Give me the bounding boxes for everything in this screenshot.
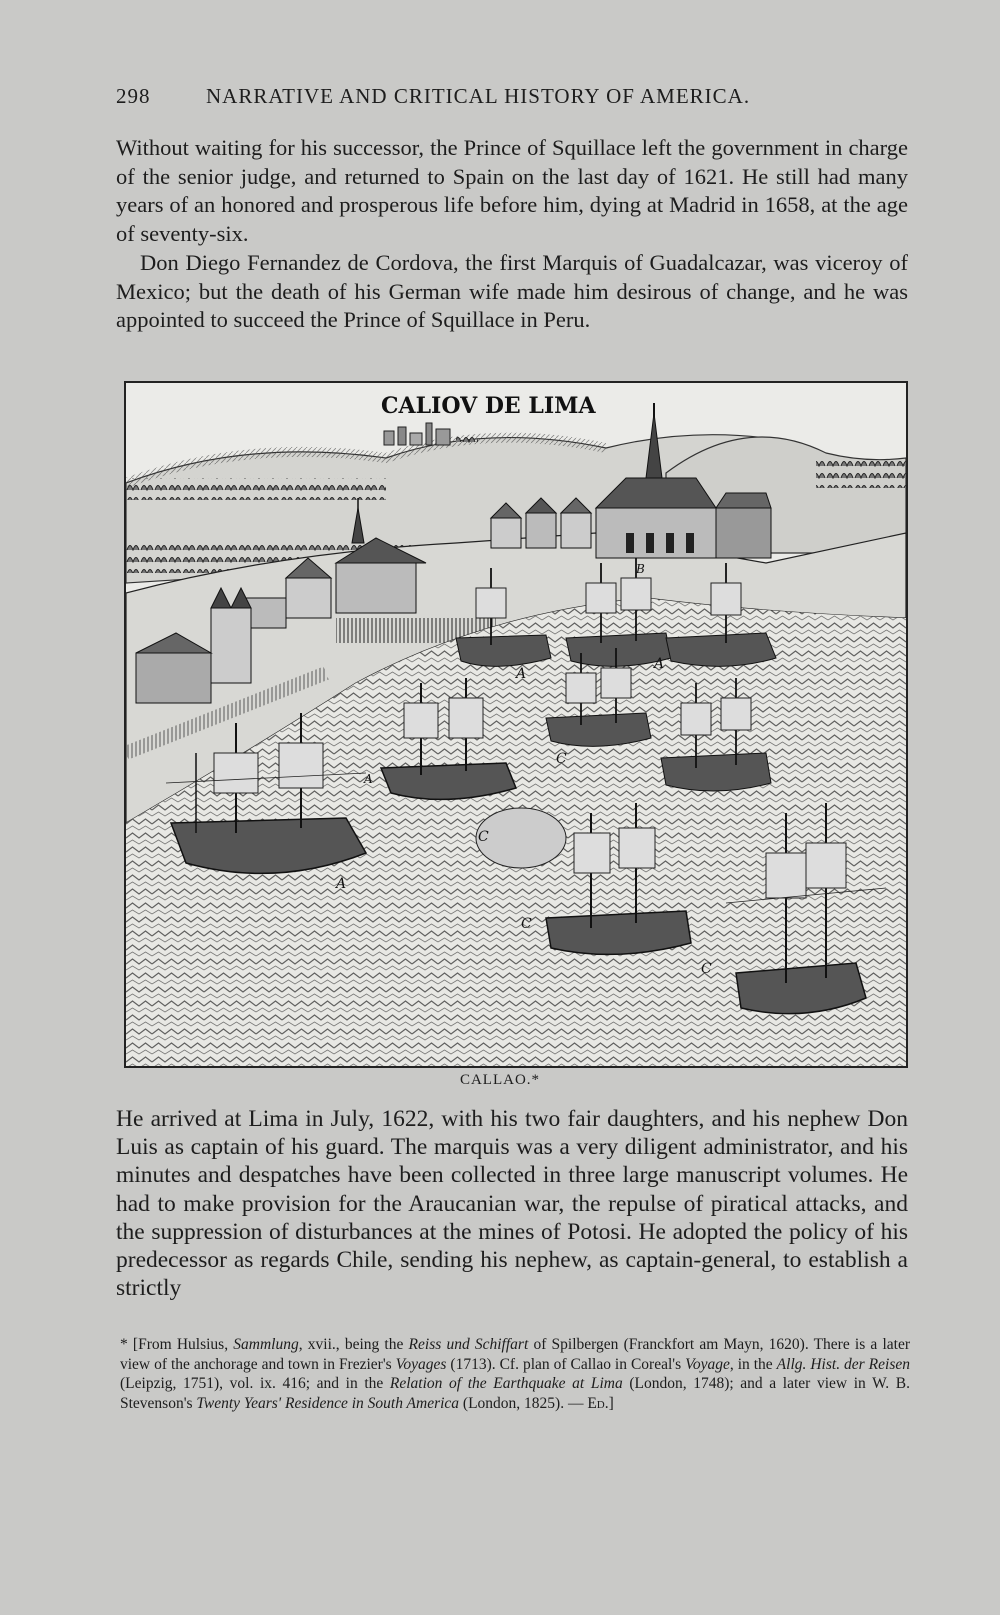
paragraph-1: Without waiting for his successor, the Prince of Squillace left the government in charge of the senior judge, and returned to Spain on the last day of 1621. He still had many years of an honored and prosperous life before him, dying at Madrid in 1658, at the age of seventy-six. (116, 135, 908, 246)
footnote-seg: (1713). Cf. plan of Callao in Coreal's (446, 1355, 686, 1373)
engraved-title: CALIOV DE LIMA (381, 393, 596, 419)
footnote (120, 1335, 910, 1413)
footnote-title: Allg. Hist. der Reisen (776, 1355, 911, 1373)
footnote-title: Reiss und Schiffart (408, 1336, 529, 1353)
footnote-seg: (London, 1748); and a later view in W. B. Stevenson's (120, 1375, 910, 1412)
footnote-seg: * [From Hulsius, (120, 1336, 234, 1353)
treeline-left (126, 478, 386, 500)
treeline-right (816, 458, 906, 488)
footnote-seg: of Spilbergen (Franckfort am Mayn, 1620). There is a later view of the anchorage and town in Frezier's (120, 1336, 910, 1373)
footnote-title: Relation of the Earthquake at Lima (389, 1375, 623, 1392)
footnote-editor-mark: Ed.] (587, 1394, 614, 1412)
footnote-title: Sammlung (233, 1336, 299, 1353)
mark-b: B (636, 562, 645, 576)
mark-a-4: A (364, 772, 373, 786)
footnote-title: Voyages (395, 1355, 447, 1373)
running-title: NARRATIVE AND CRITICAL HISTORY OF AMERICA. (206, 84, 751, 108)
mark-c-3: C (521, 916, 532, 932)
mark-a-2: A (516, 666, 527, 682)
footnote-seg: (London, 1825). — (459, 1394, 588, 1412)
footnote-seg: , xvii., being the (298, 1336, 409, 1353)
running-header (116, 84, 916, 109)
mark-c-4: C (701, 961, 712, 977)
town-houses (491, 498, 591, 548)
mark-c-2: C (478, 829, 489, 845)
mark-a-3: A (654, 656, 665, 672)
mark-c-1: C (556, 751, 567, 767)
footnote-seg: , in the (729, 1355, 777, 1373)
footnote-title: Voyage (685, 1355, 730, 1373)
footnote-seg: (Leipzig, 1751), vol. ix. 416; and in the (120, 1375, 390, 1392)
paragraph-3: He arrived at Lima in July, 1622, with his two fair daughters, and his nephew Don Luis as captain of his guard. The marquis was a very diligent administrator, and his minutes and despatches have been collected in three large manuscript volumes. He had to make provision for the Araucanian war, the repulse of piratical attacks, and the suppression of disturbances at the mines of Potosi. He adopted the policy of his predecessor as regards Chile, sending his nephew, as captain-general, to establish a strictly (116, 1106, 908, 1302)
footnote-title: Twenty Years' Residence in South America (196, 1394, 460, 1412)
callao-engraving (124, 381, 908, 1068)
paragraph-2: Don Diego Fernandez de Cordova, the first Marquis of Guadalcazar, was viceroy of Mexico; but the death of his German wife made him desirous of change, and he was appointed to succeed the Prince of Squillace in Peru. (116, 250, 908, 332)
figure-caption: CALLAO.* (459, 1072, 541, 1088)
page-number: 298 (116, 84, 151, 108)
mark-a-1: A (336, 876, 347, 892)
